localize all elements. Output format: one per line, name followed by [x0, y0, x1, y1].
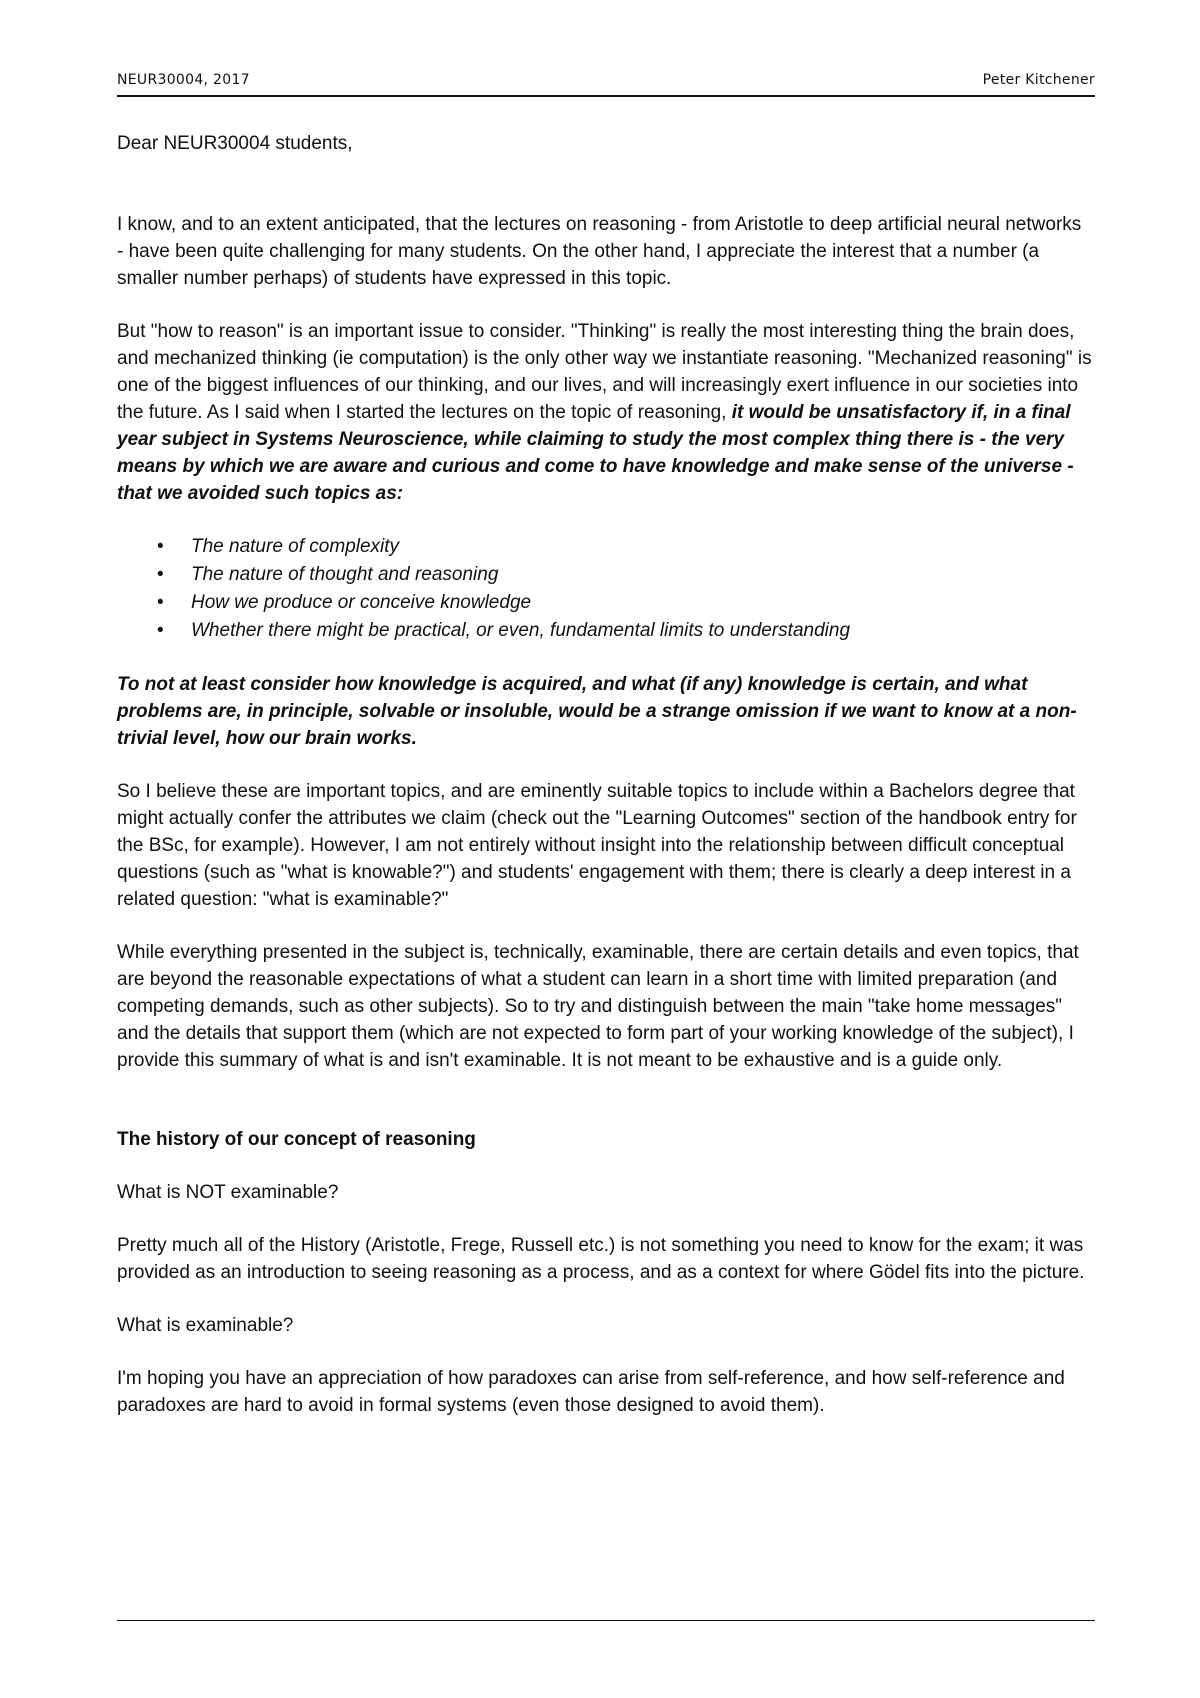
header-divider [117, 95, 1095, 97]
letter-body [117, 130, 1092, 1445]
topic-text: The nature of thought and reasoning [191, 564, 499, 585]
not-examinable-answer: Pretty much all of the History (Aristotle, Frege, Russell etc.) is not something you need to know for the exam; it was provided as an introduction to seeing reasoning as a process, and as a context for where Gödel fits into the picture. [117, 1235, 1085, 1283]
paragraph-reasoning-text: But "how to reason" is an important issue to consider. "Thinking" is really the most interesting thing the brain does, and mechanized thinking (ie computation) is the only other way we instantiate reasoning. "Mechanized reasoning" is one of the biggest influences of our thinking, and our lives, and will increasingly exert influence in our societies into the future. As I said when I started the lectures on the topic of reasoning, [117, 321, 1092, 423]
list-item [117, 561, 1092, 589]
topic-text: The nature of complexity [191, 536, 400, 557]
paragraph-examinable-intro: While everything presented in the subject is, technically, examinable, there are certain details and even topics, that are beyond the reasonable expectations of what a student can learn in a short time with limited preparation (and competing demands, such as other subjects). So to try and distinguish between the main "take home messages" and the details that support them (which are not expected to form part of your working knowledge of the subject), I provide this summary of what is and isn't examinable. It is not meant to be exhaustive and is a guide only. [117, 942, 1079, 1071]
paragraph-intro: I know, and to an extent anticipated, that the lectures on reasoning - from Aristotle to deep artificial neural networks - have been quite challenging for many students. On the other hand, I appreciate the interest that a number (a smaller number perhaps) of students have expressed in this topic. [117, 214, 1082, 289]
topics-list [117, 533, 1092, 645]
topic-text: Whether there might be practical, or even, fundamental limits to understanding [191, 620, 851, 641]
bullet-icon: • [157, 564, 164, 585]
topic-text: How we produce or conceive knowledge [191, 592, 532, 613]
list-item [117, 589, 1092, 617]
paragraph-reasoning [117, 318, 1092, 507]
examinable-answer: I'm hoping you have an appreciation of how paradoxes can arise from self-reference, and how self-reference and paradoxes are hard to avoid in formal systems (even those designed to avoid them). [117, 1368, 1065, 1416]
greeting: Dear NEUR30004 students, [117, 133, 353, 154]
author-name: Peter Kitchener [982, 72, 1095, 88]
list-item [117, 533, 1092, 561]
bullet-icon: • [157, 536, 164, 557]
examinable-question: What is examinable? [117, 1315, 294, 1336]
paragraph-topics: So I believe these are important topics, and are eminently suitable topics to include within a Bachelors degree that might actually confer the attributes we claim (check out the "Learning Outcomes" section of the handbook entry for the BSc, for example). However, I am not entirely without insight into the relationship between difficult conceptual questions (such as "what is knowable?") and students' engagement with them; there is clearly a deep interest in a related question: "what is examinable?" [117, 781, 1077, 910]
paragraph-knowledge: To not at least consider how knowledge is acquired, and what (if any) knowledge is certain, and what problems are, in principle, solvable or insoluble, would be a strange omission if we want to know at a non-trivial level, how our brain works. [117, 674, 1077, 749]
footer-divider [117, 1620, 1095, 1621]
paragraph-reasoning-emphasis: it would be unsatisfactory if, in a final year subject in Systems Neuroscience, while claiming to study the most complex thing there is - the very means by which we are aware and curious and come to have knowledge and make sense of the universe - that we avoided such topics as: [117, 402, 1074, 504]
course-code: NEUR30004, 2017 [117, 72, 250, 88]
not-examinable-question: What is NOT examinable? [117, 1182, 339, 1203]
bullet-icon: • [157, 620, 164, 641]
bullet-icon: • [157, 592, 164, 613]
page-header [117, 72, 1095, 94]
list-item [117, 617, 1092, 645]
section-heading: The history of our concept of reasoning [117, 1129, 476, 1150]
